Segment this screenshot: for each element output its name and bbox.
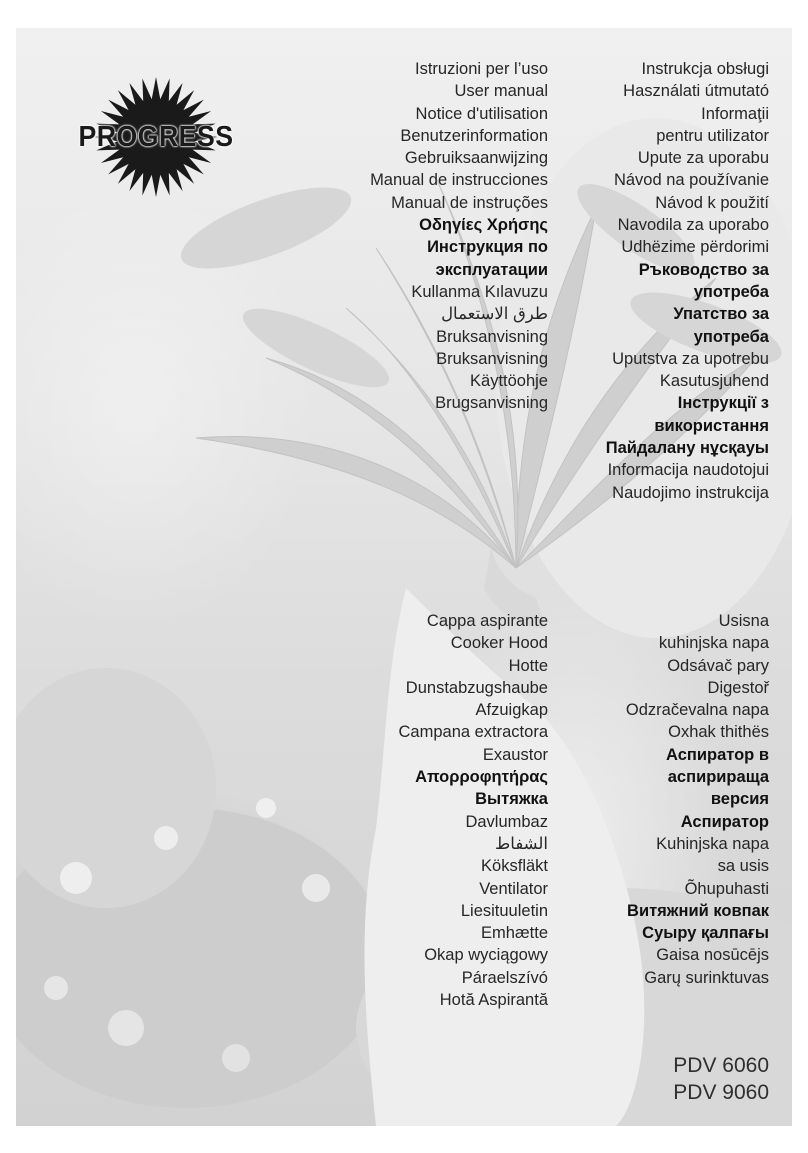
manual-title: Informaţii	[701, 104, 769, 123]
product-name: Ventilator	[479, 879, 548, 898]
manual-title: Інструкції з	[677, 394, 769, 413]
product-name: Gaisa nosūcējs	[656, 946, 769, 965]
manual-titles-right	[606, 58, 769, 504]
manual-title: Használati útmutató	[623, 82, 769, 101]
product-name: sa usis	[717, 857, 769, 876]
manual-title: Instrukcja obsługi	[641, 60, 769, 78]
product-name: Cooker Hood	[450, 634, 548, 653]
manual-title: Notice d'utilisation	[415, 104, 548, 123]
product-name: Usisna	[718, 612, 769, 630]
manual-title: використання	[654, 416, 769, 435]
manual-title: Manual de instrucciones	[370, 171, 548, 190]
product-names-right	[626, 610, 769, 989]
manual-title: طرق الاستعمال	[441, 305, 548, 324]
manual-title: Manual de instruções	[391, 193, 548, 212]
brand-wordmark: PROGRESS	[78, 121, 234, 153]
manual-title: Bruksanvisning	[436, 327, 548, 346]
product-name: Вытяжка	[475, 790, 548, 809]
cover-page	[16, 28, 792, 1126]
product-name: Afzuigkap	[475, 701, 548, 720]
manual-title: эксплуатации	[435, 260, 548, 279]
manual-title: Udhëzime përdorimi	[621, 238, 769, 257]
progress-logo	[70, 74, 242, 200]
model-number: PDV 6060	[673, 1054, 769, 1077]
product-name: Digestoř	[707, 678, 769, 697]
product-name: kuhinjska napa	[658, 634, 769, 653]
manual-title: Käyttöohje	[470, 372, 548, 391]
product-name: Απορροφητήρας	[415, 768, 548, 787]
product-name: Exaustor	[482, 745, 548, 764]
manual-titles-left	[370, 58, 548, 415]
product-name: Kuhinjska napa	[656, 834, 769, 853]
manual-title: Informacija naudotojui	[607, 461, 769, 480]
model-number: PDV 9060	[673, 1081, 769, 1104]
product-name: Аспиратор	[680, 812, 769, 831]
product-name: аспирираща	[667, 768, 769, 787]
manual-title: Naudojimo instrukcija	[612, 483, 769, 502]
product-name: Dunstabzugshaube	[405, 678, 548, 697]
product-name: Oxhak thithës	[668, 723, 769, 742]
manual-title: Navodila za uporabo	[617, 216, 769, 235]
manual-title: Kullanma Kılavuzu	[411, 282, 548, 301]
manual-title: Gebruiksaanwijzing	[404, 149, 548, 168]
manual-title: Uputstva za upotrebu	[612, 349, 769, 368]
product-name: Суыру қалпағы	[642, 924, 769, 943]
product-name: Okap wyciągowy	[424, 946, 548, 965]
model-numbers	[673, 1052, 769, 1106]
manual-title: Инструкция по	[427, 238, 548, 257]
product-name: Garų surinktuvas	[644, 968, 769, 987]
product-name: Odsávač pary	[667, 656, 769, 675]
product-names-left	[399, 610, 549, 1011]
product-name: Páraelszívó	[461, 968, 548, 987]
manual-title: Пайдалану нұсқауы	[605, 439, 769, 458]
product-name: Campana extractora	[398, 723, 548, 742]
manual-title: Bruksanvisning	[436, 349, 548, 368]
product-name: версия	[710, 790, 769, 809]
manual-title: Упатство за	[673, 305, 769, 324]
product-name: Emhætte	[481, 924, 548, 943]
product-name: Davlumbaz	[465, 812, 548, 831]
product-name: Hotte	[508, 656, 548, 675]
product-name: Liesituuletin	[460, 901, 548, 920]
manual-title: Kasutusjuhend	[659, 372, 769, 391]
manual-title: Istruzioni per l’uso	[415, 60, 548, 78]
manual-title: Upute za uporabu	[637, 149, 769, 168]
product-name: الشفاط	[495, 834, 548, 853]
manual-title: Návod na používanie	[613, 171, 769, 190]
product-name: Köksfläkt	[481, 857, 548, 876]
manual-title: pentru utilizator	[656, 126, 769, 145]
product-name: Витяжний ковпак	[627, 901, 769, 920]
product-name: Hotă Aspirantă	[439, 991, 548, 1010]
manual-title: Brugsanvisning	[435, 394, 548, 413]
product-name: Cappa aspirante	[426, 612, 548, 630]
manual-title: Ръководство за	[638, 260, 769, 279]
manual-title: Návod k použití	[655, 193, 769, 212]
product-name: Õhupuhasti	[684, 879, 769, 898]
manual-title: употреба	[693, 282, 769, 301]
manual-title: User manual	[454, 82, 548, 101]
manual-title: Benutzerinformation	[400, 126, 548, 145]
product-name: Odzračevalna napa	[625, 701, 769, 720]
product-name: Аспиратор в	[666, 745, 769, 764]
manual-title: Οδηγίες Χρήσης	[419, 216, 548, 235]
manual-title: употреба	[693, 327, 769, 346]
